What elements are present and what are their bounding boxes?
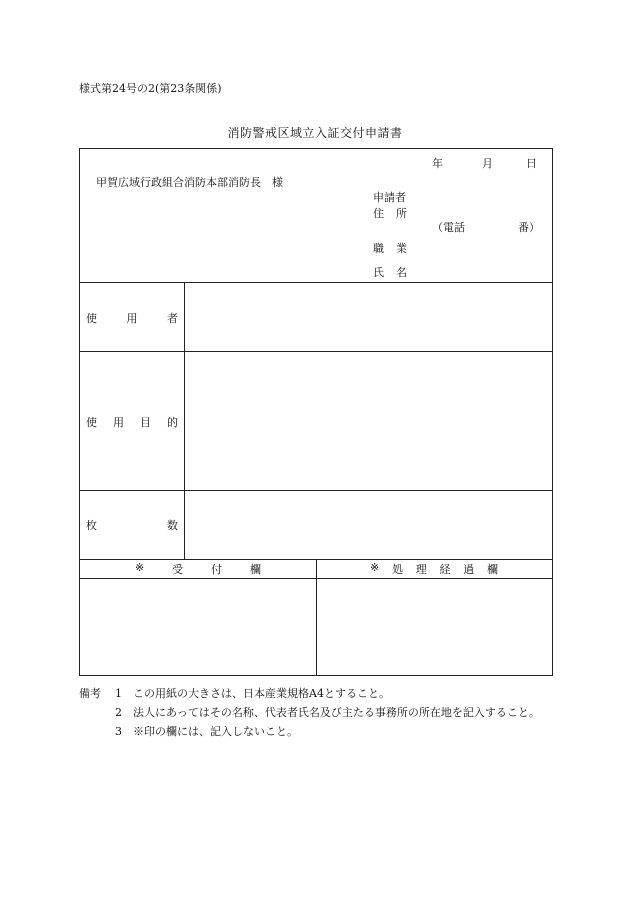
reception-column-header: ※ 受 付 欄 bbox=[135, 561, 261, 576]
note-item: 3 ※印の欄には、記入しないこと。 bbox=[115, 725, 298, 738]
purpose-field[interactable] bbox=[186, 353, 550, 489]
occupation-label: 職 業 bbox=[373, 242, 407, 255]
reception-field bbox=[81, 580, 315, 674]
divider bbox=[184, 282, 185, 559]
date-year-label: 年 bbox=[432, 157, 443, 170]
note-item: 2 法人にあってはその名称、代表者氏名及び主たる事務所の所在地を記入すること。 bbox=[115, 706, 540, 719]
addressee: 甲賀広域行政組合消防本部消防長 様 bbox=[96, 176, 283, 189]
divider bbox=[80, 490, 552, 491]
count-field[interactable] bbox=[186, 492, 550, 558]
notes-heading: 備考 bbox=[79, 687, 101, 700]
date-month-label: 月 bbox=[482, 157, 493, 170]
divider bbox=[80, 282, 552, 283]
divider bbox=[80, 351, 552, 352]
phone-label-close: 番） bbox=[518, 221, 540, 234]
phone-label-open: （電話 bbox=[432, 221, 465, 234]
document-title: 消防警戒区域立入証交付申請書 bbox=[227, 126, 403, 140]
purpose-label: 使 用 目 的 bbox=[86, 416, 178, 429]
processing-field bbox=[318, 580, 550, 674]
applicant-heading: 申請者 bbox=[373, 191, 406, 204]
user-label: 使 用 者 bbox=[86, 312, 178, 325]
count-label: 枚 数 bbox=[86, 519, 178, 532]
date-day-label: 日 bbox=[526, 157, 537, 170]
notes bbox=[79, 684, 540, 741]
name-label: 氏 名 bbox=[373, 266, 407, 279]
user-field[interactable] bbox=[186, 284, 550, 350]
application-form-table bbox=[79, 148, 553, 676]
form-number: 様式第24号の2(第23条関係) bbox=[79, 82, 222, 95]
processing-column-header: ※ 処 理 経 過 欄 bbox=[370, 561, 498, 576]
note-item: 備考 1 この用紙の大きさは、日本産業規格A4とすること。 bbox=[79, 684, 540, 703]
divider bbox=[316, 559, 317, 675]
address-label: 住 所 bbox=[373, 207, 407, 220]
